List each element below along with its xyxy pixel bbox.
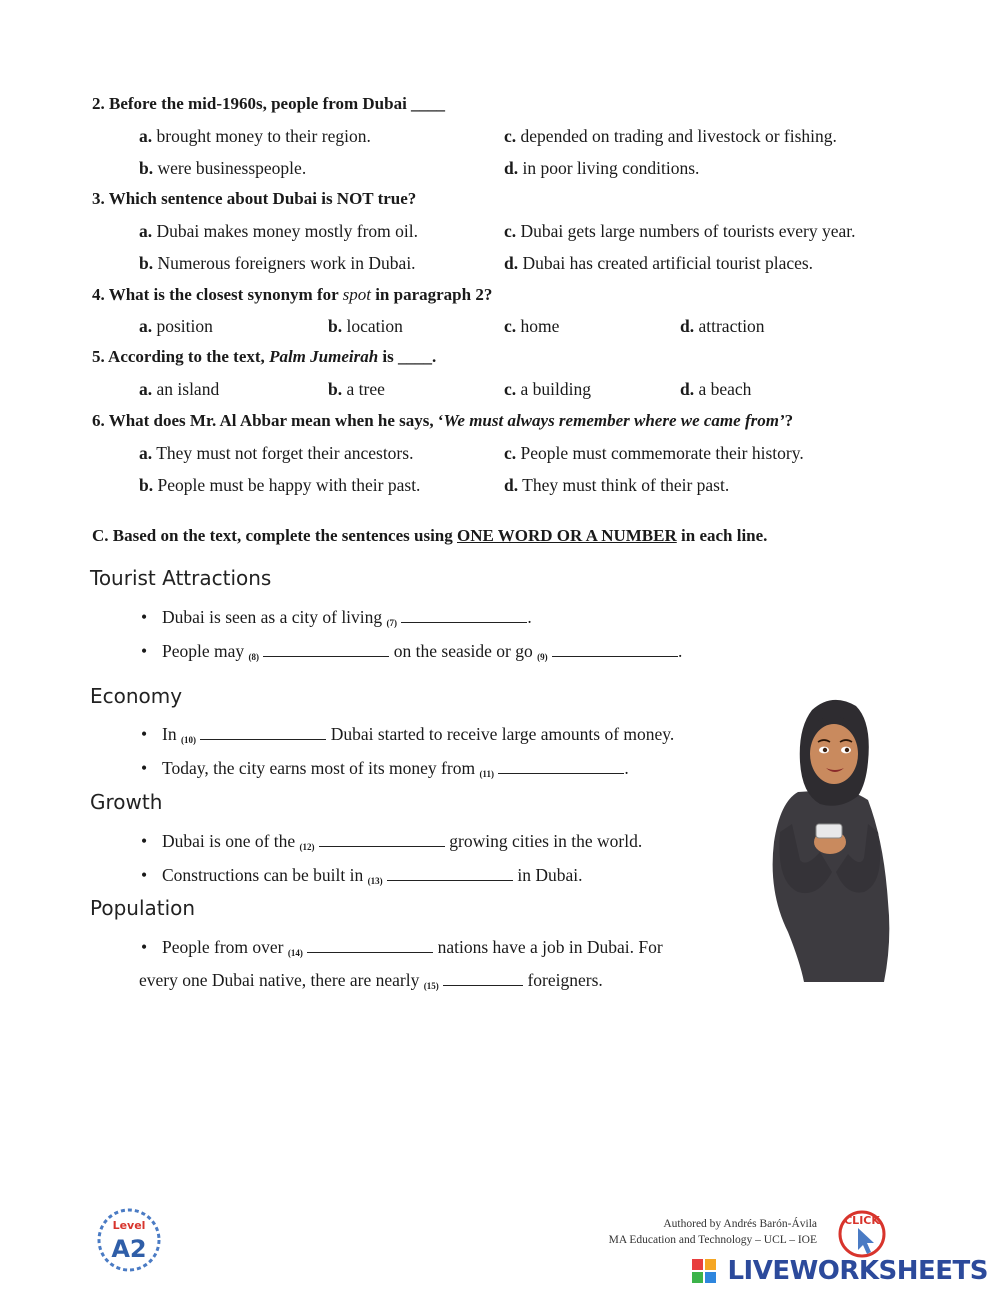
heading-tourist-attractions: Tourist Attractions: [90, 566, 272, 590]
bullet: •: [141, 758, 148, 778]
list-item-15-continuation: every one Dubai native, there are nearly (15) foreigners.: [139, 970, 603, 991]
liveworksheets-logo-icon: [692, 1259, 716, 1283]
q6-option-c[interactable]: c. People must commemorate their history.: [504, 443, 804, 463]
level-word: Level: [112, 1219, 146, 1232]
q3-option-a[interactable]: a. Dubai makes money mostly from oil.: [139, 221, 418, 241]
blank-15-input[interactable]: [443, 971, 523, 986]
q3-option-d[interactable]: d. Dubai has created artificial tourist places.: [504, 253, 814, 273]
question-2-stem: 2. Before the mid-1960s, people from Dubai ____: [92, 94, 446, 113]
q2-option-a[interactable]: a. brought money to their region.: [139, 126, 371, 146]
question-3-stem: 3. Which sentence about Dubai is NOT true?: [92, 189, 417, 208]
level-code: A2: [111, 1235, 147, 1263]
q5-option-c[interactable]: c. a building: [504, 379, 592, 399]
blank-12-input[interactable]: [319, 832, 445, 847]
author-line-2: MA Education and Technology – UCL – IOE: [608, 1234, 817, 1246]
author-line-1: Authored by Andrés Barón-Ávila: [663, 1218, 817, 1230]
q2-option-c[interactable]: c. depended on trading and livestock or fishing.: [504, 126, 837, 146]
q4-option-d[interactable]: d. attraction: [680, 316, 765, 336]
q4-option-a[interactable]: a. position: [139, 316, 213, 336]
bullet: •: [141, 724, 148, 744]
bullet: •: [141, 607, 148, 627]
bullet: •: [141, 641, 148, 661]
question-5-stem: 5. According to the text, Palm Jumeirah is ____.: [92, 347, 437, 366]
heading-economy: Economy: [90, 684, 183, 708]
liveworksheets-brand[interactable]: LIVEWORKSHEETS: [727, 1256, 988, 1286]
q4-option-c[interactable]: c. home: [504, 316, 560, 336]
q3-option-b[interactable]: b. Numerous foreigners work in Dubai.: [139, 253, 416, 273]
q2-option-b[interactable]: b. were businesspeople.: [139, 158, 307, 178]
blank-8-input[interactable]: [263, 642, 389, 657]
q3-option-c[interactable]: c. Dubai gets large numbers of tourists every year.: [504, 221, 856, 241]
section-c-instruction: C. Based on the text, complete the sentences using ONE WORD OR A NUMBER in each line.: [92, 526, 768, 545]
q6-option-b[interactable]: b. People must be happy with their past.: [139, 475, 421, 495]
q4-option-b[interactable]: b. location: [328, 316, 403, 336]
bullet: •: [141, 865, 148, 885]
level-badge-icon: [96, 1207, 162, 1273]
blank-14-input[interactable]: [307, 938, 433, 953]
blank-10-input[interactable]: [200, 725, 326, 740]
q5-option-b[interactable]: b. a tree: [328, 379, 385, 399]
question-4-stem: 4. What is the closest synonym for spot in paragraph 2?: [92, 285, 493, 304]
blank-7-input[interactable]: [401, 608, 527, 623]
q5-option-a[interactable]: a. an island: [139, 379, 220, 399]
heading-growth: Growth: [90, 790, 163, 814]
q2-option-d[interactable]: d. in poor living conditions.: [504, 158, 700, 178]
svg-text:CLICK: CLICK: [844, 1214, 880, 1227]
q6-option-a[interactable]: a. They must not forget their ancestors.: [139, 443, 414, 463]
bullet: •: [141, 937, 148, 957]
q5-option-d[interactable]: d. a beach: [680, 379, 752, 399]
click-logo-icon: [830, 1206, 894, 1260]
heading-population: Population: [90, 896, 196, 920]
blank-11-input[interactable]: [498, 759, 624, 774]
bullet: •: [141, 831, 148, 851]
question-6-stem: 6. What does Mr. Al Abbar mean when he says, ‘We must always remember where we came from’?: [92, 411, 794, 430]
blank-13-input[interactable]: [387, 866, 513, 881]
woman-illustration: [760, 692, 900, 984]
blank-9-input[interactable]: [552, 642, 678, 657]
q6-option-d[interactable]: d. They must think of their past.: [504, 475, 730, 495]
